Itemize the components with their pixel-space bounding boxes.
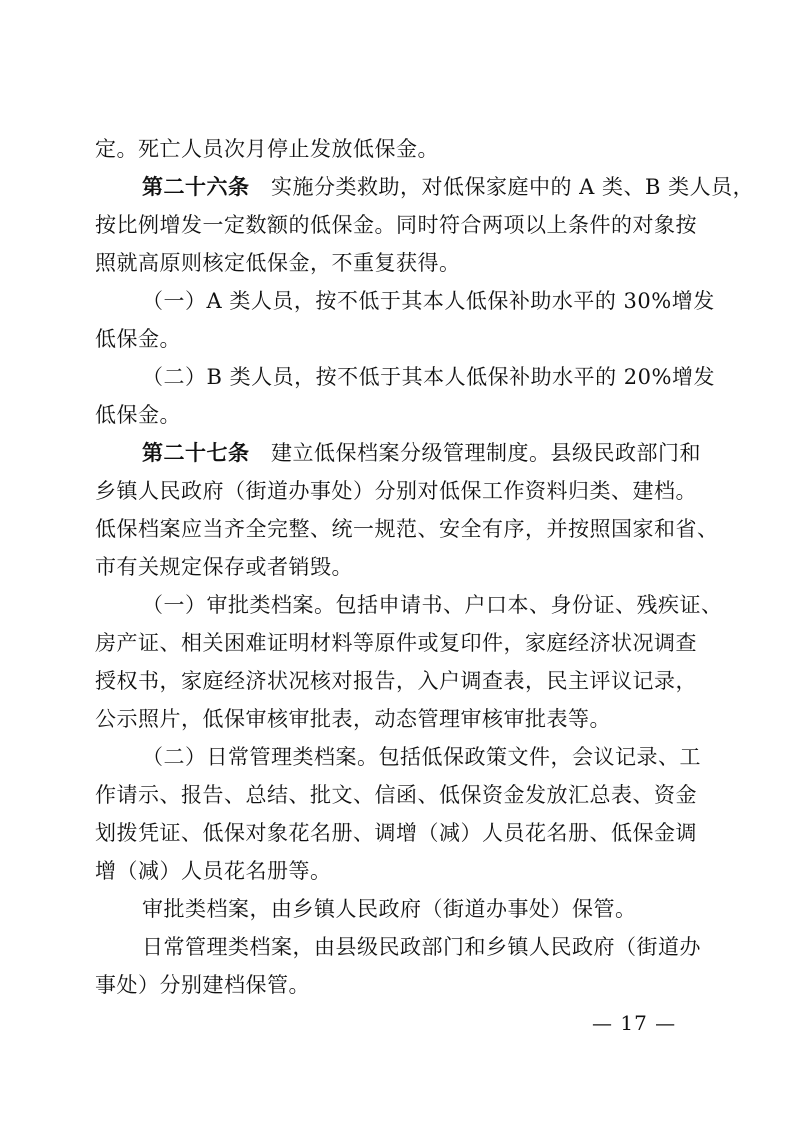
line-text: 日常管理类档案，由县级民政部门和乡镇人民政府（街道办 <box>142 935 701 959</box>
paragraph-line <box>95 821 695 845</box>
line-text: 市有关规定保存或者销毁。 <box>95 555 353 579</box>
line-text: 建立低保档案分级管理制度。县级民政部门和 <box>271 441 701 465</box>
line-text: （二）B 类人员，按不低于其本人低保补助水平的 20%增发 <box>142 365 715 389</box>
paragraph-line <box>95 251 695 275</box>
paragraph-line <box>95 631 695 655</box>
line-text: 乡镇人民政府（街道办事处）分别对低保工作资料归类、建档。 <box>95 479 697 503</box>
paragraph-line <box>142 365 715 389</box>
article-heading: 第二十六条 <box>142 174 250 199</box>
line-text: 实施分类救助，对低保家庭中的 A 类、B 类人员， <box>271 175 755 199</box>
paragraph-line <box>95 859 695 883</box>
paragraph-line <box>142 593 723 617</box>
line-text: （一）A 类人员，按不低于其本人低保补助水平的 30%增发 <box>142 289 715 313</box>
line-text: 照就高原则核定低保金，不重复获得。 <box>95 251 461 275</box>
paragraph-line <box>95 669 695 693</box>
line-text: 低保金。 <box>95 327 181 351</box>
line-text: 定。死亡人员次月停止发放低保金。 <box>95 137 439 161</box>
line-text: 作请示、报告、总结、批文、信函、低保资金发放汇总表、资金 <box>95 783 697 807</box>
page-number: — 17 — <box>592 1011 677 1035</box>
paragraph-line <box>95 973 695 997</box>
paragraph-line <box>95 783 695 807</box>
line-text: 低保档案应当齐全完整、统一规范、安全有序，并按照国家和省、 <box>95 517 719 541</box>
line-text: 事处）分别建档保管。 <box>95 973 310 997</box>
line-text: 划拨凭证、低保对象花名册、调增（减）人员花名册、低保金调 <box>95 821 697 845</box>
paragraph-line <box>95 707 695 731</box>
line-text: 低保金。 <box>95 403 181 427</box>
article-heading: 第二十七条 <box>142 440 250 465</box>
paragraph-line <box>95 137 695 161</box>
line-text: 增（减）人员花名册等。 <box>95 859 332 883</box>
paragraph-line <box>142 897 695 921</box>
line-text: 审批类档案，由乡镇人民政府（街道办事处）保管。 <box>142 897 637 921</box>
paragraph-line <box>95 555 695 579</box>
paragraph-line <box>142 745 701 769</box>
paragraph-line <box>142 440 701 465</box>
paragraph-line <box>142 174 755 199</box>
paragraph-line <box>142 289 715 313</box>
line-text: 授权书，家庭经济状况核对报告，入户调查表，民主评议记录， <box>95 669 697 693</box>
line-text: 按比例增发一定数额的低保金。同时符合两项以上条件的对象按 <box>95 213 697 237</box>
paragraph-line <box>95 213 695 237</box>
paragraph-line <box>95 403 695 427</box>
paragraph-line <box>95 479 695 503</box>
paragraph-line <box>95 517 719 541</box>
line-text: （一）审批类档案。包括申请书、户口本、身份证、残疾证、 <box>142 593 723 617</box>
line-text: （二）日常管理类档案。包括低保政策文件，会议记录、工 <box>142 745 701 769</box>
paragraph-line <box>95 327 695 351</box>
line-text: 公示照片，低保审核审批表，动态管理审核审批表等。 <box>95 707 611 731</box>
line-text: 房产证、相关困难证明材料等原件或复印件，家庭经济状况调查 <box>95 631 697 655</box>
paragraph-line <box>142 935 701 959</box>
